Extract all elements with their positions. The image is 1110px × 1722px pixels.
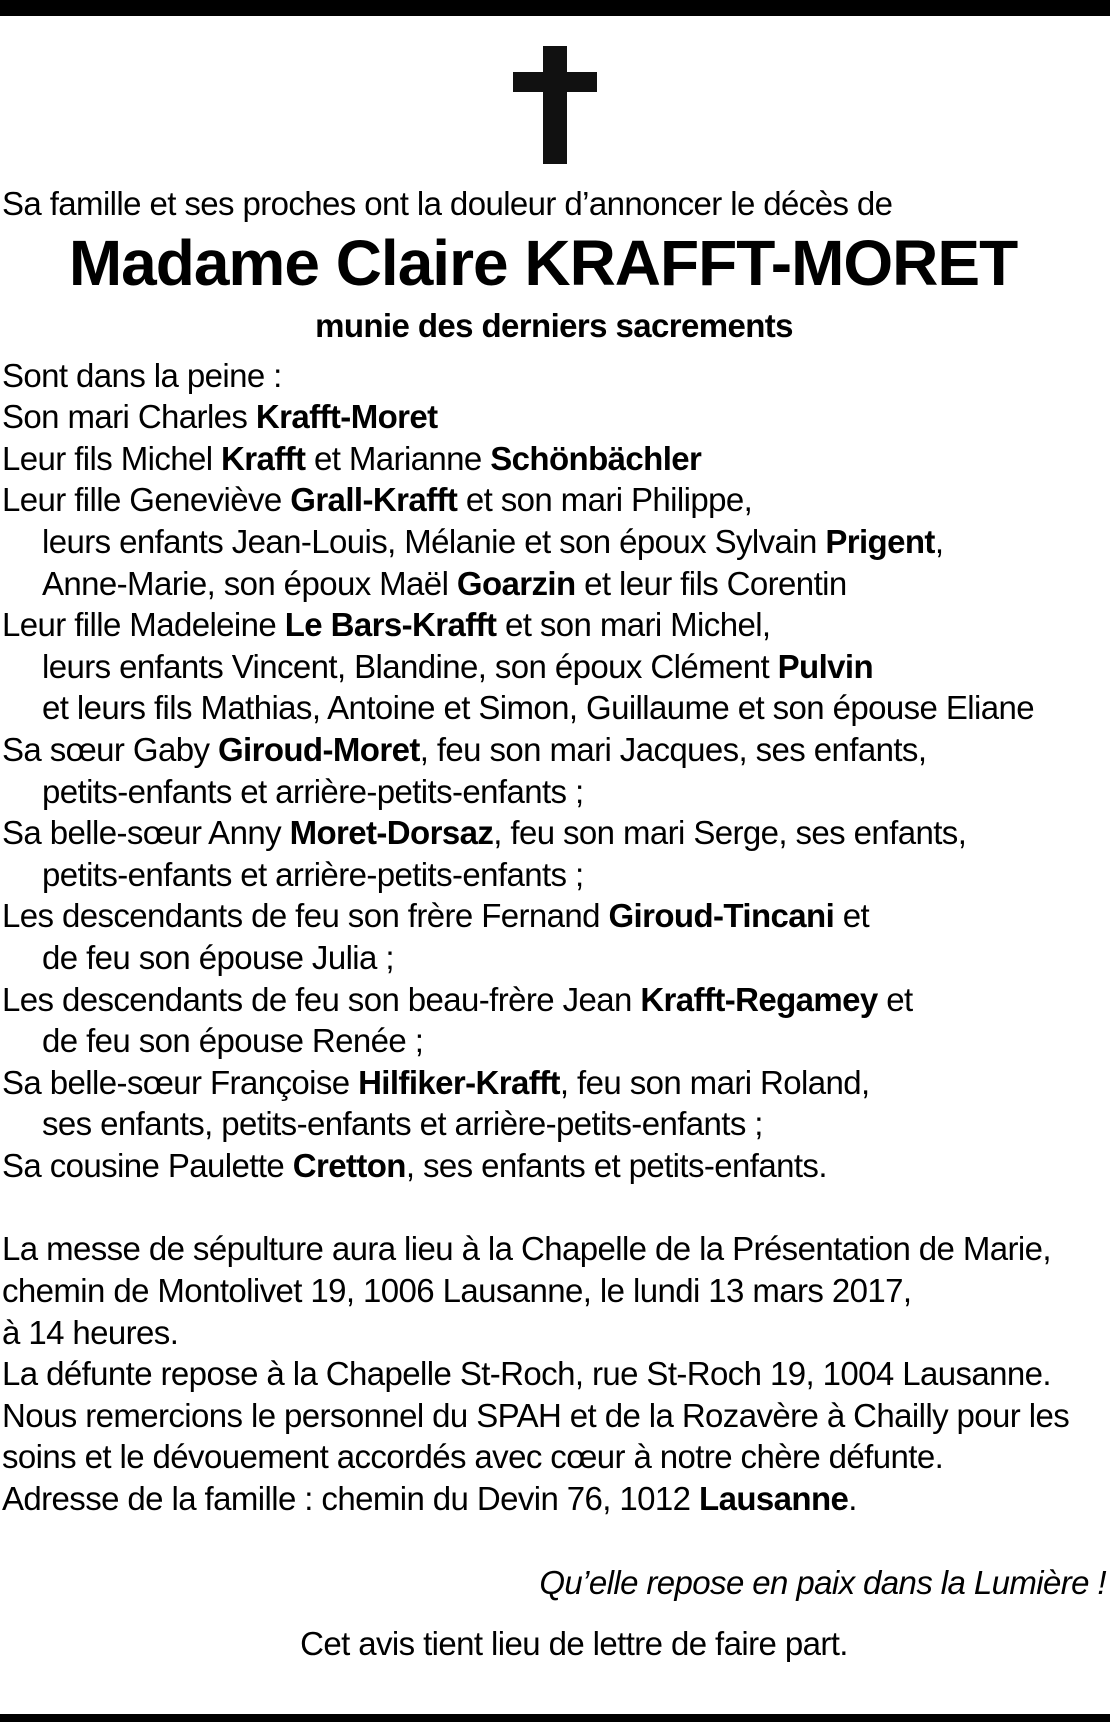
family-line: Leur fils Michel Krafft et Marianne Schönbächler bbox=[2, 439, 702, 477]
family-line: Sa belle-sœur Françoise Hilfiker-Krafft, feu son mari Roland, bbox=[2, 1063, 870, 1101]
details-line: soins et le dévouement accordés avec cœur à notre chère défunte. bbox=[2, 1438, 944, 1476]
family-line: Sa belle-sœur Anny Moret-Dorsaz, feu son mari Serge, ses enfants, bbox=[2, 814, 967, 852]
family-line: de feu son épouse Renée ; bbox=[42, 1022, 424, 1060]
family-line: leurs enfants Vincent, Blandine, son époux Clément Pulvin bbox=[42, 647, 874, 685]
top-border bbox=[0, 0, 1110, 16]
family-line: de feu son épouse Julia ; bbox=[42, 938, 394, 976]
details-line: à 14 heures. bbox=[2, 1313, 179, 1351]
family-line: Sa sœur Gaby Giroud-Moret, feu son mari Jacques, ses enfants, bbox=[2, 730, 927, 768]
obituary-text bbox=[2, 183, 1106, 1665]
family-line: petits-enfants et arrière-petits-enfants ; bbox=[42, 772, 584, 810]
family-line: leurs enfants Jean-Louis, Mélanie et son époux Sylvain Prigent, bbox=[42, 522, 944, 560]
details-line: La défunte repose à la Chapelle St-Roch, rue St-Roch 19, 1004 Lausanne. bbox=[2, 1355, 1051, 1393]
family-line: petits-enfants et arrière-petits-enfants ; bbox=[42, 855, 584, 893]
family-line: Les descendants de feu son beau-frère Jean Krafft-Regamey et bbox=[2, 980, 913, 1018]
family-line: Sa cousine Paulette Cretton, ses enfants et petits-enfants. bbox=[2, 1146, 827, 1184]
cross-icon bbox=[0, 46, 1110, 166]
family-line: Les descendants de feu son frère Fernand Giroud-Tincani et bbox=[2, 897, 870, 935]
prayer-text: Qu’elle repose en paix dans la Lumière ! bbox=[539, 1563, 1106, 1601]
family-line: Son mari Charles Krafft-Moret bbox=[2, 398, 438, 436]
bottom-border bbox=[0, 1714, 1110, 1722]
details-line: chemin de Montolivet 19, 1006 Lausanne, le lundi 13 mars 2017, bbox=[2, 1272, 912, 1310]
family-opening: Sont dans la peine : bbox=[2, 356, 282, 394]
family-line: Leur fille Madeleine Le Bars-Krafft et son mari Michel, bbox=[2, 606, 771, 644]
family-address: Adresse de la famille : chemin du Devin 76, 1012 Lausanne. bbox=[2, 1480, 857, 1518]
details-line: La messe de sépulture aura lieu à la Chapelle de la Présentation de Marie, bbox=[2, 1230, 1051, 1268]
details-line: Nous remercions le personnel du SPAH et de la Rozavère à Chailly pour les bbox=[2, 1396, 1070, 1434]
intro-text: Sa famille et ses proches ont la douleur d’annoncer le décès de bbox=[2, 185, 893, 222]
family-line: Anne-Marie, son époux Maël Goarzin et leur fils Corentin bbox=[42, 564, 847, 602]
subtitle: munie des derniers sacrements bbox=[315, 306, 793, 344]
closing-text: Cet avis tient lieu de lettre de faire part. bbox=[300, 1625, 848, 1663]
family-line: Leur fille Geneviève Grall-Krafft et son mari Philippe, bbox=[2, 481, 753, 519]
family-line: ses enfants, petits-enfants et arrière-petits-enfants ; bbox=[42, 1105, 763, 1143]
deceased-name: Madame Claire KRAFFT-MORET bbox=[68, 226, 1018, 299]
family-line: et leurs fils Mathias, Antoine et Simon, Guillaume et son épouse Eliane bbox=[42, 689, 1034, 727]
